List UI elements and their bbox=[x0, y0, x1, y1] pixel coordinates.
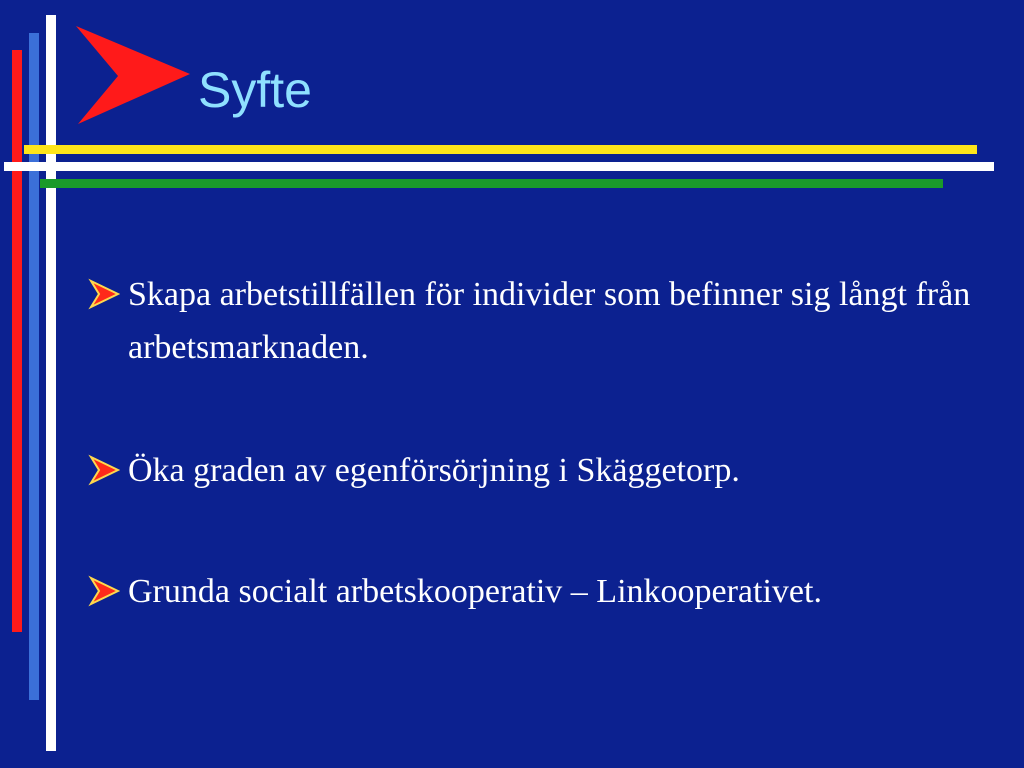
red-vertical-stripe bbox=[12, 50, 22, 632]
bullet-item bbox=[88, 565, 988, 618]
bullet-text: Öka graden av egenförsörjning i Skäggetorp. bbox=[128, 452, 740, 489]
yellow-horizontal-stripe bbox=[24, 145, 977, 154]
red-arrow-bullet-icon bbox=[88, 575, 120, 607]
bullet-text: Grunda socialt arbetskooperativ – Linkooperativet. bbox=[128, 573, 822, 610]
slide-title: Syfte bbox=[198, 62, 312, 118]
green-horizontal-stripe bbox=[40, 179, 943, 188]
blue-vertical-stripe bbox=[29, 33, 39, 700]
bullet-item bbox=[88, 268, 988, 374]
bullet-list bbox=[88, 268, 988, 618]
white-vertical-stripe bbox=[46, 15, 56, 751]
red-chevron-arrow-icon bbox=[72, 24, 190, 126]
bullet-text: Skapa arbetstillfällen för individer som befinner sig långt från arbetsmarknaden. bbox=[128, 276, 971, 366]
red-arrow-bullet-icon bbox=[88, 278, 120, 310]
bullet-item bbox=[88, 444, 988, 497]
red-arrow-bullet-icon bbox=[88, 454, 120, 486]
white-horizontal-stripe bbox=[4, 162, 994, 171]
